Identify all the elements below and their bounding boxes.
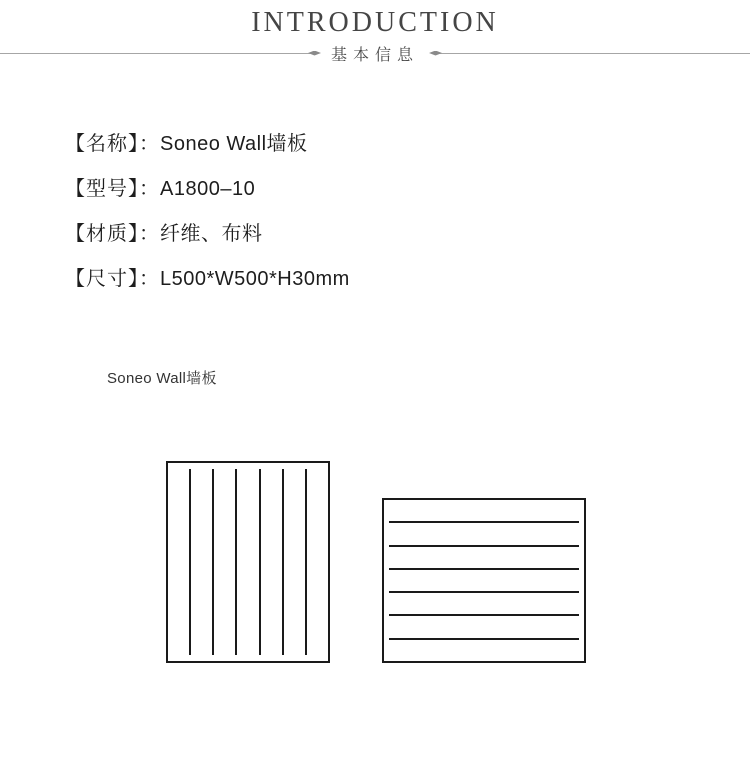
product-info-label: 【名称】： bbox=[65, 133, 160, 155]
product-info-value: A1800–10 bbox=[160, 178, 256, 200]
groove-line bbox=[389, 614, 579, 616]
groove-line bbox=[212, 469, 214, 655]
section-divider bbox=[0, 44, 750, 62]
product-info-row-model bbox=[65, 177, 350, 202]
groove-line bbox=[235, 469, 237, 655]
product-info-row-material bbox=[65, 222, 350, 247]
groove-line bbox=[389, 545, 579, 547]
groove-line bbox=[389, 521, 579, 523]
diagram-caption: Soneo Wall墙板 bbox=[107, 370, 217, 387]
groove-line bbox=[259, 469, 261, 655]
product-info-label: 【型号】： bbox=[65, 178, 160, 200]
product-info-row-name bbox=[65, 132, 350, 157]
product-info-label: 【尺寸】： bbox=[65, 268, 160, 290]
product-info-value: Soneo Wall墙板 bbox=[160, 133, 308, 155]
diamond-icon bbox=[308, 51, 321, 56]
groove-line bbox=[389, 638, 579, 640]
product-info-value: 纤维、布料 bbox=[160, 223, 263, 245]
product-info-label: 【材质】： bbox=[65, 223, 160, 245]
groove-line bbox=[189, 469, 191, 655]
groove-line bbox=[305, 469, 307, 655]
groove-line bbox=[389, 591, 579, 593]
product-info-value: L500*W500*H30mm bbox=[160, 268, 350, 290]
groove-line bbox=[282, 469, 284, 655]
page-title: INTRODUCTION bbox=[251, 7, 499, 38]
product-info-list bbox=[65, 132, 350, 312]
wall-panel-horizontal-groove-diagram bbox=[382, 498, 586, 663]
wall-panel-vertical-groove-diagram bbox=[166, 461, 330, 663]
groove-line bbox=[389, 568, 579, 570]
section-subtitle: 基本信息 bbox=[331, 46, 420, 64]
divider-line-left bbox=[0, 53, 311, 54]
divider-line-right bbox=[439, 53, 750, 54]
product-info-row-size bbox=[65, 267, 350, 292]
diamond-icon bbox=[429, 51, 442, 56]
